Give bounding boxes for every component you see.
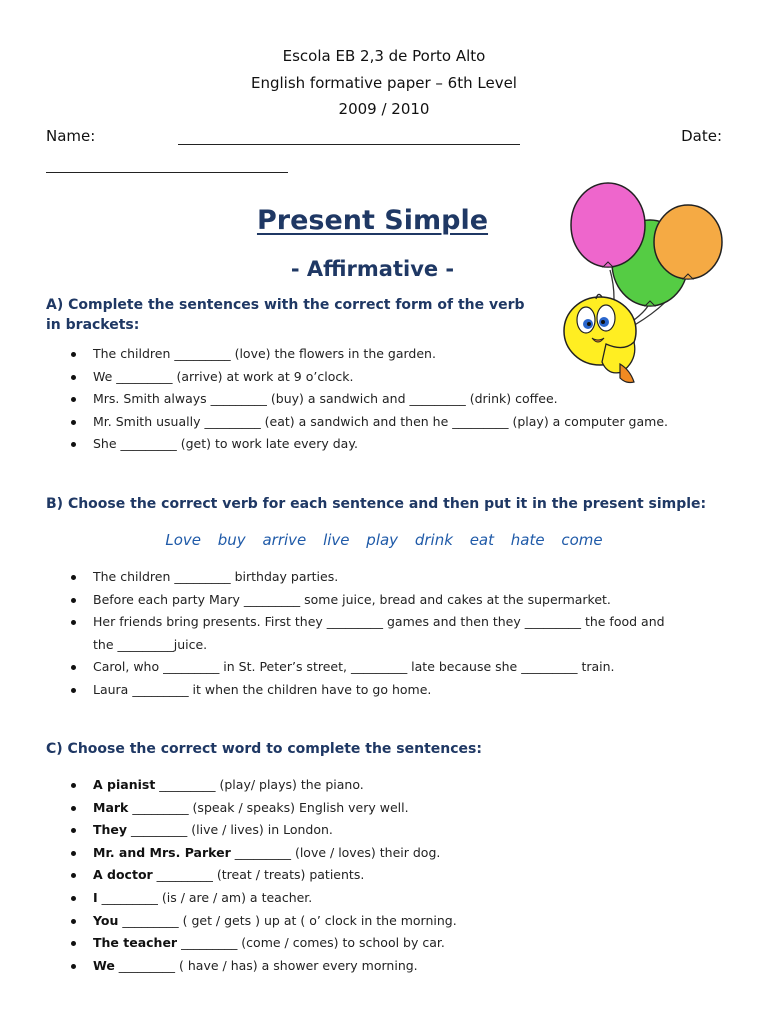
date-label: Date: — [681, 127, 722, 145]
item-subject: The teacher — [93, 935, 178, 951]
item-subject: A pianist — [93, 777, 156, 792]
list-item-continuation: the _________juice. — [93, 636, 208, 652]
verb-word: play — [366, 531, 399, 549]
item-rest: _________ (treat / treats) patients. — [152, 867, 365, 883]
section-b-heading: B) Choose the correct verb for each sentence and then put it in the present simple: — [46, 496, 707, 512]
item-subject: We — [93, 957, 115, 973]
paper-title: English formative paper – 6th Level — [251, 74, 517, 92]
page-title: Present Simple — [256, 205, 489, 236]
list-item: The children _________ birthday parties. — [70, 566, 665, 589]
item-subject: I — [93, 889, 98, 905]
section-c-heading: C) Choose the correct word to complete the sentences: — [46, 741, 482, 757]
date-blank[interactable] — [46, 155, 288, 173]
item-rest: _________ (live / lives) in London. — [127, 822, 333, 838]
list-item — [70, 955, 457, 978]
list-item — [70, 774, 457, 797]
school-name: Escola EB 2,3 de Porto Alto — [282, 47, 486, 65]
verb-word: drink — [414, 531, 453, 549]
verb-word: buy — [217, 531, 246, 549]
item-subject: Mark — [93, 799, 129, 815]
verb-word: hate — [510, 531, 545, 549]
verb-word: arrive — [262, 531, 307, 549]
section-a-list — [70, 343, 668, 456]
verb-word: Love — [165, 531, 201, 549]
item-rest: _________ (come / comes) to school by car. — [177, 935, 445, 951]
verb-bank — [0, 531, 768, 549]
list-item: Mrs. Smith always _________ (buy) a sandwich and _________ (drink) coffee. — [70, 388, 668, 411]
section-b-list — [70, 566, 665, 702]
list-item — [70, 819, 457, 842]
item-rest: _________ ( have / has) a shower every morning. — [114, 957, 418, 973]
list-item — [70, 797, 457, 820]
list-item: Laura _________ it when the children have to go home. — [70, 679, 665, 702]
list-item — [70, 910, 457, 933]
list-item: Carol, who _________ in St. Peter’s street, _________ late because she _________ train. — [70, 656, 665, 679]
list-item: She _________ (get) to work late every day. — [70, 433, 668, 456]
item-rest: _________ (play/ plays) the piano. — [155, 777, 364, 792]
item-subject: A doctor — [93, 867, 153, 883]
list-item: Mr. Smith usually _________ (eat) a sandwich and then he _________ (play) a computer game. — [70, 411, 668, 434]
balloon-orange — [654, 205, 722, 279]
list-item — [70, 887, 457, 910]
item-subject: You — [93, 912, 119, 928]
item-subject: Mr. and Mrs. Parker — [93, 844, 231, 860]
item-rest: _________ (speak / speaks) English very well. — [128, 799, 409, 815]
item-subject: They — [93, 822, 128, 838]
verb-word: live — [323, 531, 350, 549]
section-a-heading: A) Complete the sentences with the correct form of the verb in brackets: — [46, 297, 525, 333]
list-item: We _________ (arrive) at work at 9 o’clock. — [70, 366, 668, 389]
list-item: Before each party Mary _________ some juice, bread and cakes at the supermarket. — [70, 589, 665, 612]
balloon-pink — [571, 183, 645, 267]
school-year: 2009 / 2010 — [338, 100, 430, 118]
list-item: Her friends bring presents. First they _________ games and then they _________ the food and — [70, 611, 665, 634]
item-rest: _________ (is / are / am) a teacher. — [97, 889, 313, 905]
list-item — [70, 842, 457, 865]
list-item — [70, 864, 457, 887]
section-c-list — [70, 774, 457, 977]
name-row — [46, 127, 722, 149]
verb-word: come — [561, 531, 603, 549]
name-blank[interactable] — [178, 127, 520, 145]
name-label: Name: — [46, 127, 96, 145]
list-item — [70, 932, 457, 955]
item-rest: _________ (love / loves) their dog. — [230, 844, 441, 860]
item-rest: _________ ( get / gets ) up at ( o’ clock in the morning. — [118, 912, 457, 928]
list-item: The children _________ (love) the flowers in the garden. — [70, 343, 668, 366]
verb-word: eat — [469, 531, 494, 549]
page-subtitle: - Affirmative - — [290, 257, 455, 281]
